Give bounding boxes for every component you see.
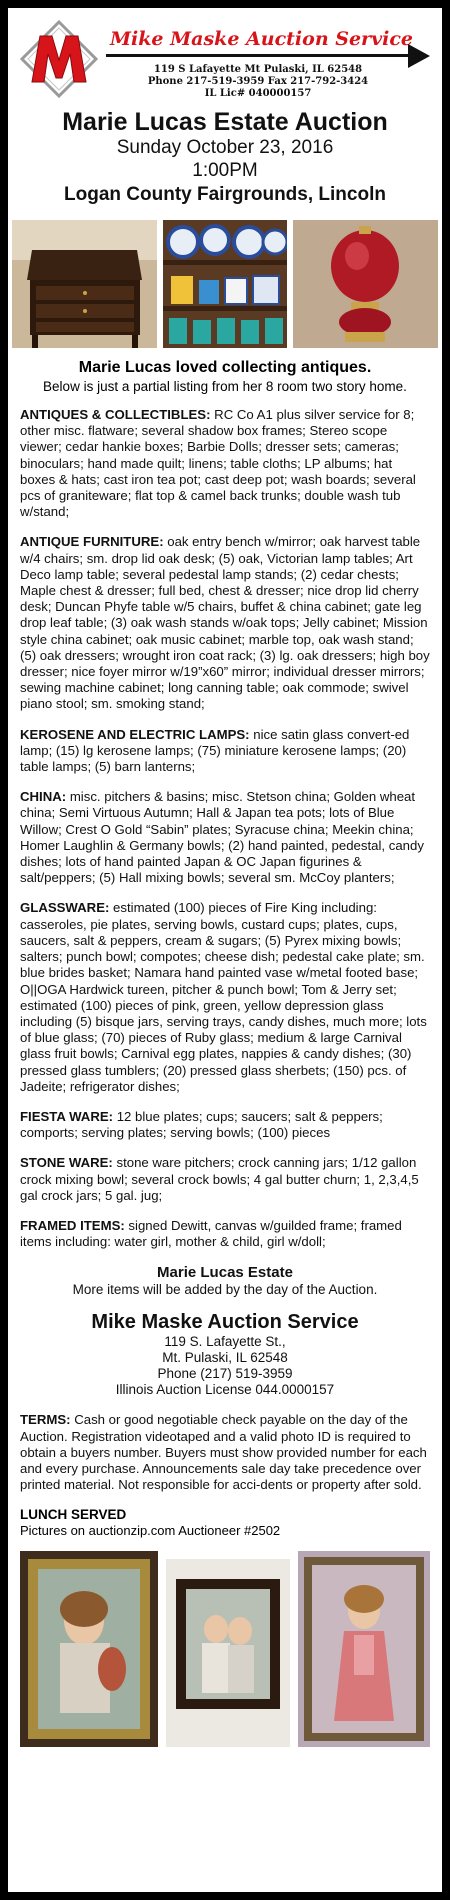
section-text: signed Dewitt, canvas w/guilded frame; framed items including: water girl, mother & child, girl w/doll; (20, 1217, 402, 1250)
terms (8, 1412, 442, 1493)
section-label: KEROSENE AND ELECTRIC LAMPS: (20, 726, 250, 742)
section-text: nice satin glass convert-ed lamp; (15) lg kerosene lamps; (75) miniature kerosene lamps; (20) table lamps; (5) barn lanterns; (20, 726, 410, 775)
photo-framed-mother-child (166, 1559, 290, 1747)
photo-drop-lid-desk (12, 220, 157, 348)
event-heading (8, 108, 442, 208)
bottom-photo-row (8, 1551, 442, 1751)
event-venue: Logan County Fairgrounds, Lincoln (64, 184, 386, 205)
section-text: estimated (100) pieces of Fire King including: casseroles, pie plates, serving bowls, custard cups; plates, cups, saucers, salt & peppers, cream & sugars; (5) Pyrex mixing bowls; salters; punch bowl; compotes; cheese dish; pedestal cake plate; sm. blue brides basket; Namara hand painted vase w/metal footed base; O||OGA Hardwick tureen, pitcher & punch bowl; Tom & Jerry set; estimated (100) pieces of pink, green, yellow depression glass including (5) bisque jars, serving trays, candy dishes, much more; lots of blue glass; (70) pieces of Ruby glass; medium & large Carnival glass fruit bowls; Carnival egg plates, nappies & candy dishes; (30) pressed glass tumblers; (20) pressed glass sherbets; (150) pcs. of Jadeite; refrigerator dishes; (20, 900, 427, 1094)
section-label: GLASSWARE: (20, 900, 110, 916)
intro-sub: Below is just a partial listing from her 8 room two story home. (43, 379, 407, 394)
intro (8, 358, 442, 395)
photo-framed-water-girl (298, 1551, 430, 1747)
closing-estate: Marie Lucas Estate (157, 1264, 293, 1282)
section-china (20, 789, 430, 886)
company-phone: Phone 217-519-3959 Fax 217-792-3424 (147, 76, 369, 87)
photo-blue-willow-china (163, 220, 287, 348)
section-label: CHINA: (20, 789, 67, 805)
section-label: FIESTA WARE: (20, 1108, 114, 1124)
closing-block (8, 1264, 442, 1398)
lunch-served: LUNCH SERVED (20, 1507, 127, 1523)
photo-framed-girl-with-doll (20, 1551, 158, 1747)
header (8, 8, 442, 108)
intro-lead: Marie Lucas loved collecting antiques. (78, 359, 372, 376)
section-antique-furniture (20, 534, 430, 712)
section-label: STONE WARE: (20, 1155, 113, 1171)
arrow-right-icon (408, 44, 430, 68)
company-address: 119 S Lafayette Mt Pulaski, IL 62548 (153, 64, 363, 75)
section-stone-ware (20, 1155, 430, 1204)
terms-label: TERMS: (20, 1412, 71, 1428)
photo-red-satin-glass-lamp (293, 220, 438, 348)
closing-phone: Phone (217) 519-3959 (157, 1366, 293, 1382)
section-glassware (20, 900, 430, 1094)
section-lamps (20, 727, 430, 776)
closing-city: Mt. Pulaski, IL 62548 (162, 1350, 288, 1366)
section-label: ANTIQUES & COLLECTIBLES: (20, 407, 211, 422)
auction-flyer (8, 8, 442, 1892)
section-text: 12 blue plates; cups; saucers; salt & peppers; comports; serving plates; serving bowls; (100) pieces (20, 1108, 383, 1141)
top-photo-row (8, 220, 442, 352)
item-listing (8, 407, 442, 1250)
section-label: FRAMED ITEMS: (20, 1217, 125, 1233)
section-text: oak entry bench w/mirror; oak harvest table w/4 chairs; sm. drop lid oak desk; (5) oak, Victorian lamp tables; Art Deco lamp table; several pedestal lamp stands; (2) cedar chests; Maple chest & dresser; full bed, chest & dresser; nice drop lid cherry desk; Duncan Phyfe table w/5 chairs, buffet & china cabinet; gate leg drop leaf table; (3) oak wash stands w/oak tops; Jelly cabinet; Mission style china cabinet; oak music cabinet; marble top, oak wash stand; (5) oak dressers; wrought iron coat rack; (3) lg. oak dressers; high boy dresser; nice foyer mirror w/19”x60” mirror; individual dresser mirrors; sewing machine cabinet; long canning table; oak commode; swivel piano stool; sm. smoking stand; (20, 534, 430, 712)
pictures-note: Pictures on auctionzip.com Auctioneer #2502 (20, 1523, 281, 1539)
company-contact (128, 64, 388, 100)
section-text: RC Co A1 plus silver service for 8; other misc. flatware; several shadow box frames; Stereo scope viewer; cedar hankie boxes; Barbie Dolls; dresser sets; cameras; binoculars; hand made quilt; linens; table cloths; LP albums; hat boxes & hats; cast iron tea pot; cast deep pot; wash boards; several pcs of graniteware; flat top & camel back trunks; double wash tub w/stand; (20, 407, 416, 520)
mm-logo-icon (20, 20, 98, 98)
company-name: Mike Maske Auction Service (110, 28, 413, 50)
header-rule (106, 54, 424, 57)
section-text: stone ware pitchers; crock canning jars; 1/12 gallon crock mixing bowl; several crock bowls; 4 gal butter churn; 1, 2,3,4,5 gal crock jars; 5 gal. jug; (20, 1155, 419, 1203)
section-antiques-collectibles (20, 407, 430, 520)
event-date: Sunday October 23, 2016 (116, 137, 334, 158)
company-license: IL Lic# 040000157 (204, 88, 312, 99)
section-label: ANTIQUE FURNITURE: (20, 534, 164, 550)
event-time: 1:00PM (192, 160, 258, 181)
section-text: misc. pitchers & basins; misc. Stetson china; Golden wheat china; Semi Virtuous Autumn; Hall & Japan tea pots; lots of Blue Willow; Crest O Gold “Sabin” plates; Syracuse china; Meekin china; Homer Laughlin & Germany bowls; (2) hand painted, pedestal, candy dishes; lots of hand painted Japan & OC Japan figurines & salt/peppers; (5) Hall mixing bowls; several sm. McCoy planters; (20, 789, 424, 886)
closing-company: Mike Maske Auction Service (91, 1311, 359, 1334)
closing-note: More items will be added by the day of the Auction. (72, 1282, 378, 1298)
section-fiesta-ware (20, 1109, 430, 1141)
terms-text: Cash or good negotiable check payable on the day of the Auction. Registration videotaped and a valid photo ID is required to obtain a buyers number. Buyers must show provided number for each and every purchase. Announcements sale day take precedence over printed material. Not responsible for acci-dents or property after sold. (20, 1412, 427, 1493)
closing-license: Illinois Auction License 044.0000157 (115, 1382, 335, 1398)
closing-street: 119 S. Lafayette St., (164, 1334, 286, 1350)
section-framed-items (20, 1218, 430, 1250)
event-title: Marie Lucas Estate Auction (62, 108, 388, 136)
